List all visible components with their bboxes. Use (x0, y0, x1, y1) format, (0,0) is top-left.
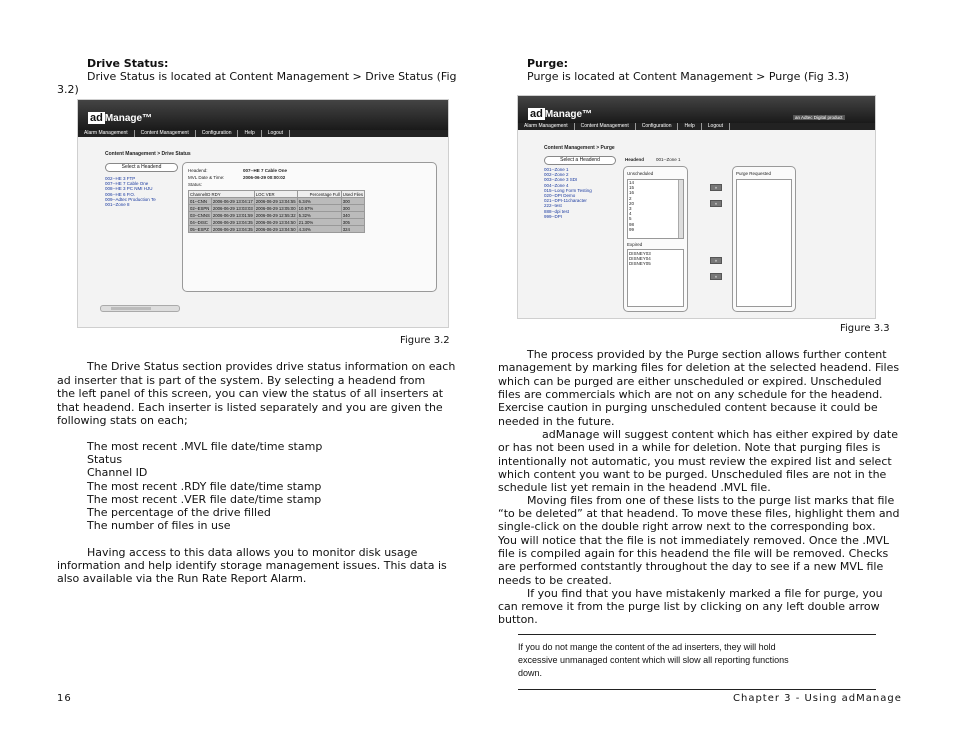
table-cell: 300 (341, 205, 364, 212)
purge-body-line: You will notice that the file is not immediately removed. Once the .MVL (498, 534, 889, 547)
list-item[interactable]: 99 (629, 226, 635, 232)
table-cell: 300 (341, 198, 364, 205)
table-cell: 2006-06-29 13:04:17 (212, 198, 253, 204)
purge-body-line: files are commercials which are not on any schedule for the headend. (498, 388, 883, 401)
stat-item: Status (87, 453, 123, 466)
table-cell: 2006-06-29 13:04:35 (212, 226, 253, 232)
page-title: Content Management > Drive Status (105, 151, 191, 157)
column-header: Percentage Full (297, 191, 341, 198)
headend-label: Headend (625, 157, 645, 162)
expired-label: Expired (627, 242, 643, 247)
drive-status-panel (182, 162, 437, 292)
figure-3-3-screenshot (517, 95, 876, 319)
table-cell: 6.34% (297, 198, 341, 205)
select-headend-button[interactable]: Select a Headend (544, 156, 616, 165)
table-cell: 03--CNNS (190, 212, 210, 218)
table-cell: 5.32% (297, 212, 341, 219)
column-header: ChannelID RDY (189, 191, 255, 198)
para2-line: information and help identify storage management issues. This data is (57, 559, 447, 572)
headend-item[interactable]: 006--HE 6 P.O. (105, 191, 136, 197)
list-item[interactable]: DISNEY03 (629, 251, 651, 256)
list-item[interactable]: 5 (629, 216, 632, 222)
adtec-product-label: an Adtec Digital product (795, 115, 843, 120)
drive-status-table (188, 190, 365, 233)
table-cell: 2006-06-29 13:04:55 (255, 198, 296, 204)
page-title: Content Management > Purge (544, 145, 615, 151)
main-nav (78, 130, 448, 137)
listbox-scrollbar[interactable] (678, 180, 683, 238)
figure-3-2-caption: Figure 3.2 (400, 335, 450, 346)
list-item[interactable]: 14 (629, 180, 635, 185)
purge-body-line: “to be deleted” at that headend. To move these files, highlight them and (498, 507, 900, 520)
list-item[interactable]: 98 (629, 221, 635, 227)
nav-logout[interactable]: Logout (702, 123, 730, 130)
table-cell: 05--ESPZ (189, 226, 212, 233)
list-item[interactable]: 16 (629, 190, 635, 196)
move-left-button[interactable]: « (710, 200, 722, 207)
headend-item[interactable]: 222--test (544, 203, 562, 209)
nav-alarm-management[interactable]: Alarm Management (518, 123, 575, 130)
note-line: down. (518, 668, 543, 678)
purge-body-line: Moving files from one of these lists to the purge list marks that file (527, 494, 895, 507)
main-nav (518, 123, 875, 130)
nav-configuration[interactable]: Configuration (196, 130, 239, 137)
scrollbar-thumb[interactable] (111, 307, 151, 310)
purge-body-line: schedule list yet remain in the headend .MVL file. (498, 481, 771, 494)
table-cell: 2006-06-29 13:03:03 (212, 205, 253, 211)
purge-heading: Purge: (527, 57, 569, 70)
horizontal-scrollbar[interactable] (100, 305, 180, 312)
stat-item: The most recent .VER file date/time stamp (87, 493, 322, 506)
headend-item[interactable]: 004--Zone 4 (544, 182, 569, 188)
purge-body-line: which can be purged are either unscheduled or expired. Unscheduled (498, 375, 882, 388)
nav-content-management[interactable]: Content Management (575, 123, 636, 130)
headend-list (544, 167, 592, 219)
purge-body-line: single-click on the double right arrow next to the corresponding box. (498, 520, 876, 533)
table-cell: 4.34% (297, 226, 341, 233)
headend-item[interactable]: 001--Zone 8 (105, 202, 130, 208)
purge-requested-panel (732, 166, 796, 312)
table-cell: 2006-06-29 13:04:50 (255, 219, 296, 225)
table-cell: 04--DISC (189, 219, 212, 226)
table-row (189, 198, 365, 205)
nav-help[interactable]: Help (678, 123, 701, 130)
note-top-rule (518, 634, 876, 635)
drive-status-intro-cont: 3.2) (57, 83, 79, 96)
purge-body-line: file is compiled again for this headend the file will be removed. Checks (498, 547, 889, 560)
stat-item: Channel ID (87, 466, 148, 479)
stat-item: The percentage of the drive filled (87, 506, 271, 519)
move-right-button[interactable]: » (710, 184, 722, 191)
headend-item[interactable]: 007--HE 7 Cable One (105, 181, 149, 187)
table-cell: 2006-06-29 13:01:59 (212, 212, 253, 218)
list-item[interactable]: 3 (629, 206, 632, 212)
nav-logout[interactable]: Logout (262, 130, 290, 137)
column-header: Used Files (342, 191, 364, 197)
purge-body-line: adManage will suggest content which has either expired by date (542, 428, 898, 441)
purge-body-line: button. (498, 613, 538, 626)
purge-body-line: If you find that you have mistakenly marked a file for purge, you (527, 587, 883, 600)
para2-line: also available via the Run Rate Report Alarm. (57, 572, 307, 585)
move-left-button[interactable]: « (710, 273, 722, 280)
list-item[interactable]: DISNEY04 (629, 256, 651, 262)
purge-body-line: needs to be created. (498, 574, 612, 587)
column-header: LOC VER (254, 191, 297, 198)
headend-item[interactable]: 021--DPI-11character (544, 198, 587, 204)
purge-body-line: Exercise caution in purging unscheduled content because it could be (498, 401, 878, 414)
para1-line: ad inserter that is part of the system. By selecting a headend from (57, 374, 426, 387)
mvl-label: MVL Date & Time: (188, 175, 225, 180)
purge-body-line: intentionally not automatic, you must review the expired list and select (498, 455, 892, 468)
purge-body-line: are performed contstantly throughout the day to see if a new MVL file (498, 560, 884, 573)
nav-configuration[interactable]: Configuration (636, 123, 679, 130)
table-cell: 305 (341, 219, 364, 226)
headend-item[interactable]: 009--Adtec Production Te (105, 196, 156, 202)
table-cell: 2006-06-29 13:04:50 (255, 226, 296, 232)
table-row (189, 212, 365, 219)
list-item[interactable]: 15 (629, 185, 635, 191)
headend-item[interactable]: 020--DPI Demo (544, 193, 576, 199)
para1-line: the left panel of this screen, you can view the status of all inserters at (57, 387, 444, 400)
table-row (189, 226, 365, 233)
expired-listbox[interactable] (627, 249, 684, 307)
headend-item[interactable]: 015--Long Form Testing (544, 187, 592, 193)
nav-content-management[interactable]: Content Management (135, 130, 196, 137)
headend-item[interactable]: 001--Zone 1 (544, 167, 569, 172)
headend-item[interactable]: 002--HE 3 FTP (105, 176, 136, 181)
headend-label: Headend: (188, 168, 208, 173)
unscheduled-label: Unscheduled (627, 171, 654, 176)
purge-requested-listbox[interactable] (736, 179, 792, 307)
footer-rule (518, 689, 876, 690)
chapter-footer: Chapter 3 - Using adManage (733, 693, 902, 704)
para1-line: that headend. Each inserter is listed separately and you are given the (57, 401, 443, 414)
para2-line: Having access to this data allows you to monitor disk usage (87, 546, 418, 559)
table-cell: 10.97% (297, 205, 341, 212)
para1-line: following stats on each; (57, 414, 188, 427)
list-item[interactable]: 2 (629, 195, 632, 201)
purge-body-line: needed in the future. (498, 415, 615, 428)
nav-help[interactable]: Help (238, 130, 261, 137)
stat-item: The most recent .RDY file date/time stamp (87, 480, 322, 493)
list-item[interactable]: 20 (629, 200, 635, 206)
purge-body-line: management by marking files for deletion at the selected headend. Files (498, 361, 900, 374)
figure-3-3-caption: Figure 3.3 (840, 323, 890, 334)
headend-item[interactable]: 003--Zone 3 SDI (544, 177, 578, 183)
note-line: excessive unmanaged content which will slow all reporting functions (518, 655, 789, 665)
headend-item[interactable]: 002--Zone 2 (544, 172, 569, 178)
page-number: 16 (57, 693, 72, 704)
headend-value: 001--Zone 1 (656, 157, 681, 162)
headend-item[interactable]: 999--DPI (544, 213, 563, 219)
status-label: Status: (188, 182, 203, 187)
purge-body-line: can remove it from the purge list by clicking on any left double arrow (498, 600, 880, 613)
list-item[interactable]: 4 (629, 211, 632, 217)
list-item[interactable]: DISNEY05 (629, 261, 651, 267)
select-headend-button[interactable]: Select a Headend (105, 163, 178, 172)
note-line: If you do not mange the content of the ad inserters, they will hold (518, 642, 776, 652)
purge-body-line: which content you want to be purged. Unscheduled files are not in the (498, 468, 887, 481)
headend-list (105, 176, 156, 207)
table-cell: 01--CNN (189, 198, 212, 205)
table-row (189, 205, 365, 212)
figure-3-2-screenshot (77, 99, 449, 328)
para1-line: The Drive Status section provides drive status information on each (87, 360, 456, 373)
headend-item[interactable]: 008--HE 3 PC NMI HJU (105, 186, 153, 192)
drive-status-intro: Drive Status is located at Content Management > Drive Status (Fig (87, 70, 457, 83)
headend-value: 007--HE 7 Cable One (243, 168, 288, 173)
table-cell: 340 (341, 212, 364, 219)
table-cell: 324 (341, 226, 364, 233)
purge-intro: Purge is located at Content Management > Purge (Fig 3.3) (527, 70, 849, 83)
drive-status-heading: Drive Status: (87, 57, 169, 70)
table-cell: 2006-06-29 12:55:32 (255, 212, 296, 218)
table-cell: 21.30% (297, 219, 341, 226)
nav-alarm-management[interactable]: Alarm Management (78, 130, 135, 137)
headend-item[interactable]: 888--dpi test (544, 208, 570, 214)
admanage-logo: ad Manage™ (530, 108, 593, 120)
purge-body-line: The process provided by the Purge section allows further content (527, 348, 887, 361)
table-cell: 2006-06-29 13:04:35 (212, 219, 253, 225)
move-right-button[interactable]: » (710, 257, 722, 264)
unscheduled-listbox[interactable] (627, 179, 684, 239)
purge-body-line: or has not been used in a while for deletion. Note that purging files is (498, 441, 881, 454)
purge-requested-label: Purge Requested (736, 171, 772, 176)
table-cell: 2006-06-29 13:05:00 (255, 205, 296, 211)
unscheduled-panel (623, 166, 688, 312)
mvl-value: 2006-06-29 00:00:02 (243, 175, 286, 180)
table-row (189, 219, 365, 226)
stat-item: The most recent .MVL file date/time stamp (87, 440, 323, 453)
admanage-logo: ad Manage™ (90, 112, 153, 124)
table-cell: 02--ESPN (190, 205, 210, 211)
stat-item: The number of files in use (87, 519, 231, 532)
